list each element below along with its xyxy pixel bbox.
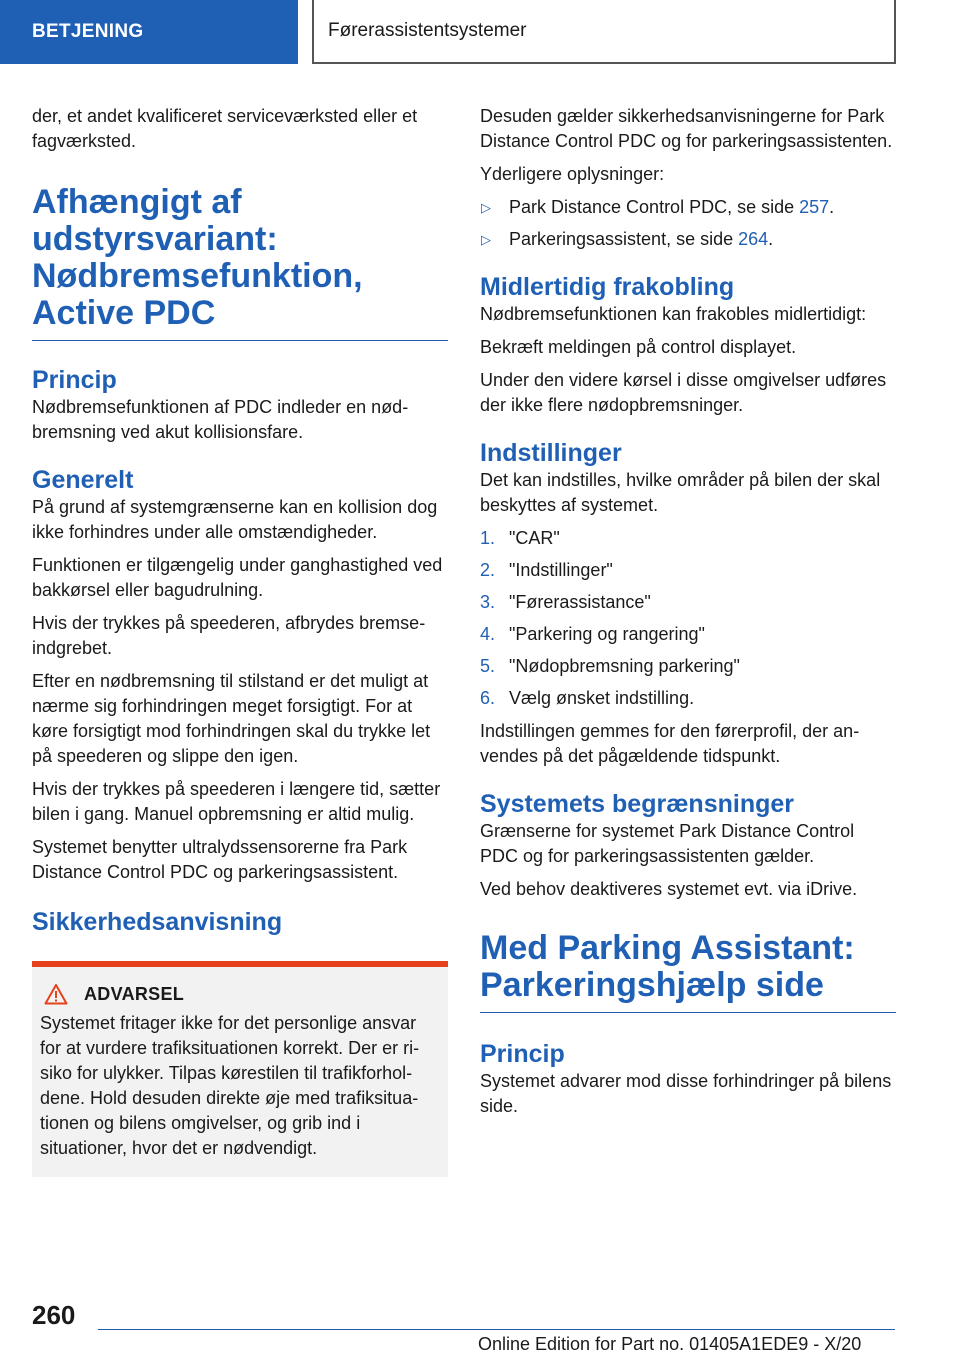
intro-text: der, et andet kvalificeret serviceværksted eller et fagværksted. bbox=[32, 106, 418, 151]
step-text: "Parkering og rangering" bbox=[509, 624, 705, 644]
footer-edition: Online Edition for Part no. 01405A1EDE9 - X/20 bbox=[478, 1334, 862, 1354]
midl-text-2: Bekræft meldingen på control displayet. bbox=[480, 337, 797, 357]
list-item-end: . bbox=[768, 229, 774, 249]
graensninger-text-1: Grænserne for systemet Park Distance Control PDC og for parkeringsassistenten gælder. bbox=[480, 821, 855, 866]
princip-heading: Princip bbox=[32, 366, 117, 394]
generelt-text-6: Systemet benytter ultralydssensorerne fra Park Distance Control PDC og parkeringsassistent. bbox=[32, 837, 408, 882]
indstillinger-heading: Indstillinger bbox=[480, 439, 622, 467]
right-column bbox=[480, 104, 896, 1127]
step-text: "CAR" bbox=[509, 528, 560, 548]
princip2-heading: Princip bbox=[480, 1040, 565, 1068]
list-item bbox=[480, 195, 896, 220]
midl-heading: Midlertidig frakobling bbox=[480, 273, 735, 301]
list-item-text: Park Distance Control PDC, se side bbox=[509, 197, 800, 217]
generelt-text-3: Hvis der trykkes på speederen, afbrydes bremseindgrebet. bbox=[32, 613, 426, 658]
list-item-end: . bbox=[829, 197, 835, 217]
step-number: 3. bbox=[480, 592, 496, 612]
graensninger-heading: Systemets begrænsninger bbox=[480, 790, 794, 818]
warning-title: ADVARSEL bbox=[84, 983, 185, 1004]
indstillinger-text-2: Indstillingen gemmes for den førerprofil, der anvendes på det pågældende tidspunkt. bbox=[480, 721, 860, 766]
generelt-text-5: Hvis der trykkes på speederen i længere tid, sætter bilen i gang. Manuel opbremsning er altid mulig. bbox=[32, 779, 441, 824]
parking-assistant-title: Med Parking Assistant: Parkeringshjælp side bbox=[480, 930, 896, 1013]
midl-text-3: Under den videre kørsel i disse omgivelser udføres der ikke flere nødopbremsninger. bbox=[480, 370, 887, 415]
right-intro-text: Desuden gælder sikkerhedsanvisningerne for Park Distance Control PDC og for parkeringsassistenten. bbox=[480, 106, 893, 151]
generelt-text-2: Funktionen er tilgængelig under ganghastighed ved bakkørsel eller bagudrulning. bbox=[32, 555, 443, 600]
steps-list bbox=[480, 526, 896, 711]
step-number: 2. bbox=[480, 560, 496, 580]
warning-text: Systemet fritager ikke for det personlige ansvar for at vurdere trafiksituationen korrekt. Der er risiko for ulykker. Tilpas kørestilen til trafikforholdene. Hold desuden direkte øje med trafiksituationen og bilens omgivelser, og grib ind i situationer, hvor det er nødvendigt. bbox=[40, 1013, 420, 1158]
step-item bbox=[480, 590, 896, 615]
midl-text-1: Nødbremsefunktionen kan frakobles midlertidigt: bbox=[480, 304, 867, 324]
warning-triangle-icon bbox=[44, 983, 68, 1005]
generelt-heading: Generelt bbox=[32, 466, 134, 494]
page-link-257[interactable]: 257 bbox=[799, 197, 830, 217]
step-text: Vælg ønsket indstilling. bbox=[509, 688, 695, 708]
step-text: "Nødopbremsning parkering" bbox=[509, 656, 740, 676]
warning-header bbox=[40, 983, 440, 1005]
princip2-text: Systemet advarer mod disse forhindringer på bilens side. bbox=[480, 1071, 892, 1116]
step-number: 6. bbox=[480, 688, 496, 708]
list-item bbox=[480, 227, 896, 252]
header-chapter bbox=[312, 0, 896, 64]
header-chapter-label: Førerassistentsystemer bbox=[328, 20, 527, 41]
step-item bbox=[480, 622, 896, 647]
footer-divider bbox=[98, 1329, 895, 1330]
step-item bbox=[480, 654, 896, 679]
warning-box bbox=[32, 961, 448, 1177]
generelt-text-4: Efter en nødbremsning til stilstand er det muligt at nærme sig forhindringen meget forsigtigt. For at køre forsigtigt mod forhindringen skal du trykke let på speederen og slippe den igen. bbox=[32, 671, 431, 766]
princip-text: Nødbremsefunktionen af PDC indleder en nødbremsning ved akut kollisionsfare. bbox=[32, 397, 409, 442]
triangle-bullet-icon: ▷ bbox=[481, 232, 491, 247]
page-link-264[interactable]: 264 bbox=[738, 229, 769, 249]
list-item-text: Parkeringsassistent, se side bbox=[509, 229, 739, 249]
header-section-label: BETJENING bbox=[32, 21, 144, 42]
indstillinger-text-1: Det kan indstilles, hvilke områder på bilen der skal beskyttes af systemet. bbox=[480, 470, 881, 515]
step-item bbox=[480, 686, 896, 711]
triangle-bullet-icon: ▷ bbox=[481, 200, 491, 215]
left-column bbox=[32, 104, 448, 1177]
generelt-text-1: På grund af systemgrænserne kan en kollision dog ikke forhindres under alle omstændigheder. bbox=[32, 497, 438, 542]
step-item bbox=[480, 526, 896, 551]
reference-list bbox=[480, 195, 896, 252]
main-title: Afhængigt af udstyrsvariant: Nødbremsefunktion, Active PDC bbox=[32, 184, 448, 341]
step-number: 1. bbox=[480, 528, 496, 548]
step-item bbox=[480, 558, 896, 583]
page-number: 260 bbox=[32, 1300, 76, 1330]
step-number: 5. bbox=[480, 656, 496, 676]
sikkerhed-heading: Sikkerhedsanvisning bbox=[32, 908, 283, 936]
step-text: "Indstillinger" bbox=[509, 560, 613, 580]
header-section bbox=[0, 0, 298, 64]
graensninger-text-2: Ved behov deaktiveres systemet evt. via iDrive. bbox=[480, 879, 858, 899]
more-info-label: Yderligere oplysninger: bbox=[480, 164, 665, 184]
step-text: "Førerassistance" bbox=[509, 592, 651, 612]
step-number: 4. bbox=[480, 624, 496, 644]
